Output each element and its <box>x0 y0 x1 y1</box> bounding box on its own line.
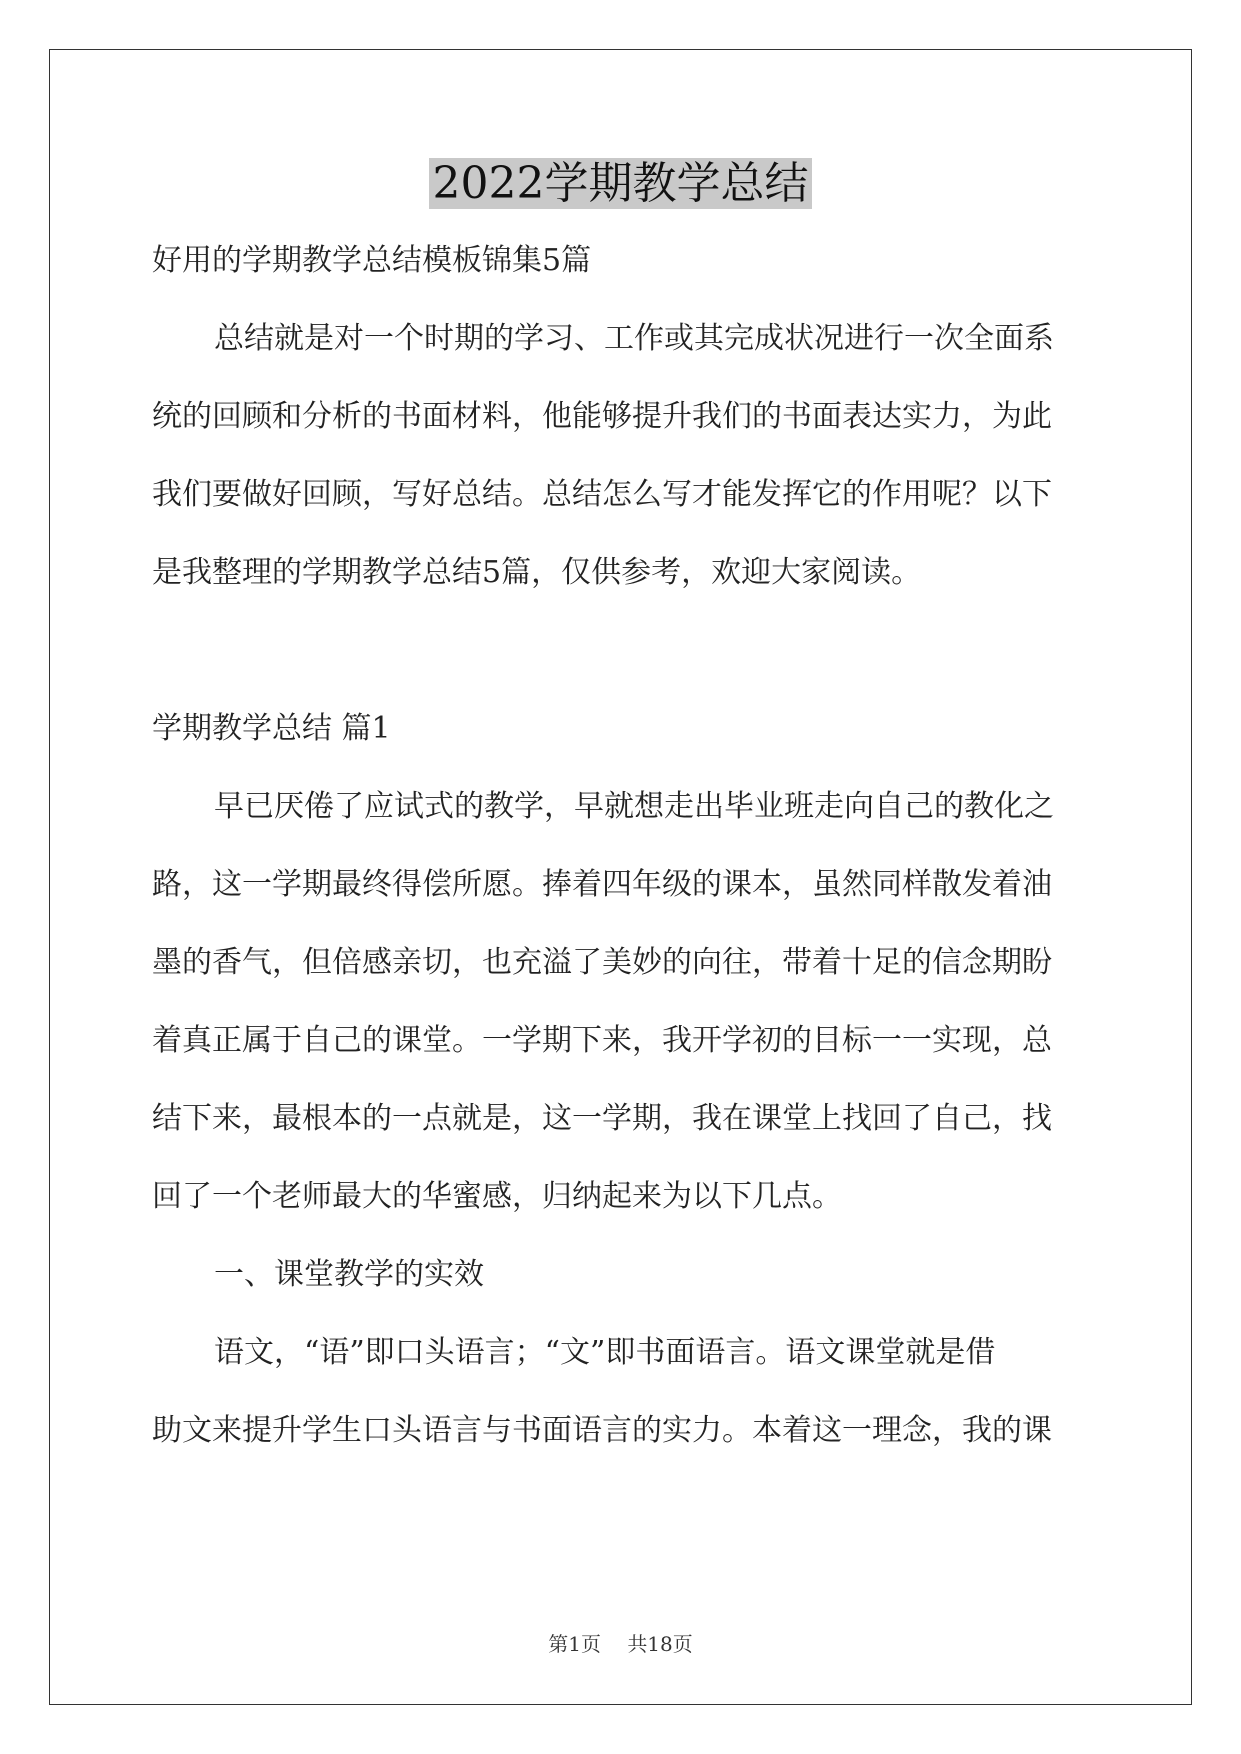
intro-line: 统的回顾和分析的书面材料，他能够提升我们的书面表达实力，为此 <box>152 399 1052 434</box>
intro-line: 我们要做好回顾，写好总结。总结怎么写才能发挥它的作用呢？以下 <box>152 477 1052 512</box>
point-line: 助文来提升学生口头语言与书面语言的实力。本着这一理念，我的课 <box>152 1413 1052 1448</box>
page-number: 第1页 <box>548 1632 601 1656</box>
section-line: 路，这一学期最终得偿所愿。捧着四年级的课本，虽然同样散发着油 <box>152 867 1052 902</box>
document-subtitle: 好用的学期教学总结模板锦集5篇 <box>152 243 592 278</box>
intro-line: 总结就是对一个时期的学习、工作或其完成状况进行一次全面系 <box>214 321 1054 356</box>
intro-line: 是我整理的学期教学总结5篇，仅供参考，欢迎大家阅读。 <box>152 555 922 590</box>
point-heading: 一、课堂教学的实效 <box>214 1257 484 1292</box>
page-total: 共18页 <box>627 1632 693 1656</box>
paragraph-gap <box>152 612 1090 690</box>
section-line: 结下来，最根本的一点就是，这一学期，我在课堂上找回了自己，找 <box>152 1101 1052 1136</box>
point-line: 语文，“语”即口头语言；“文”即书面语言。语文课堂就是借 <box>214 1335 996 1370</box>
section-line: 着真正属于自己的课堂。一学期下来，我开学初的目标一一实现，总 <box>152 1023 1052 1058</box>
section-line: 回了一个老师最大的华蜜感，归纳起来为以下几点。 <box>152 1179 842 1214</box>
document-title <box>0 152 1241 216</box>
section-line: 早已厌倦了应试式的教学，早就想走出毕业班走向自己的教化之 <box>214 789 1054 824</box>
document-body <box>152 222 1090 1470</box>
page-footer <box>0 1628 1241 1657</box>
section-heading: 学期教学总结 篇1 <box>152 711 391 746</box>
section-line: 墨的香气，但倍感亲切，也充溢了美妙的向往，带着十足的信念期盼 <box>152 945 1052 980</box>
document-title-text: 2022学期教学总结 <box>429 158 813 209</box>
